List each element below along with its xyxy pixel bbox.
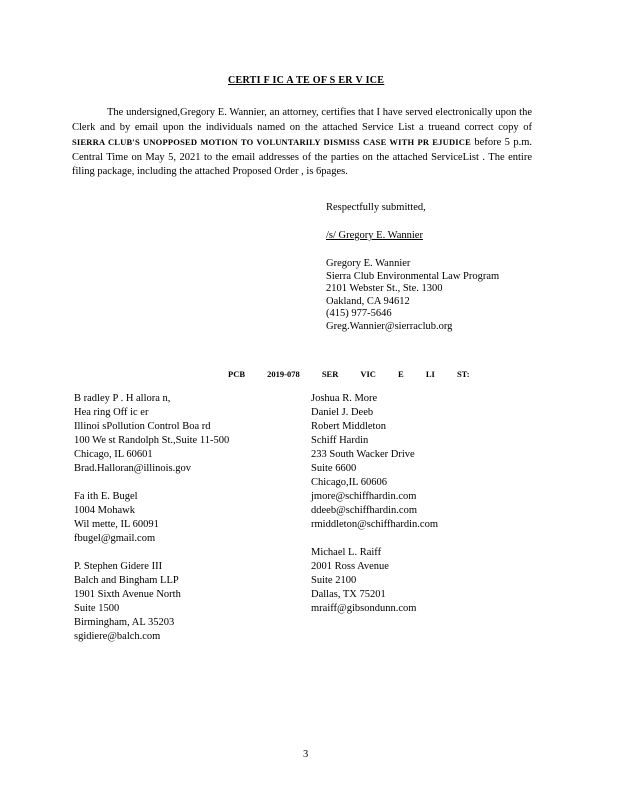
entry-line: Illinoi sPollution Control Boa rd — [74, 421, 211, 432]
service-entry — [74, 490, 229, 546]
service-list-title: PCB 2019-078 SER VIC E LI ST: — [228, 369, 470, 379]
signature: /s/ Gregory E. Wannier — [326, 230, 423, 241]
entry-line: Michael L. Raiff — [311, 547, 382, 558]
body-text-part2: before 5 p.m. Central Time on May 5, 2021 to the email addresses of the parties on the attached ServiceList . The entire filing package, including the attached Proposed Order , is 6pages. — [72, 137, 532, 177]
entry-line: 233 South Wacker Drive — [311, 449, 415, 460]
entry-line: Joshua R. More — [311, 393, 378, 404]
body-text-part1: The undersigned,Gregory E. Wannier, an attorney, certifies that I have served electronically upon the Clerk and by email upon the individuals named on the attached Service List a trueand correct copy of — [72, 107, 532, 133]
signer-name: Gregory E. Wannier — [326, 258, 411, 269]
entry-line: Balch and Bingham LLP — [74, 575, 179, 586]
signer-city: Oakland, CA 94612 — [326, 295, 410, 307]
service-entry — [311, 546, 438, 616]
entry-line: Hea ring Off ic er — [74, 407, 149, 418]
service-entry — [74, 392, 229, 476]
entry-line: Fa ith E. Bugel — [74, 491, 138, 502]
entry-line: P. Stephen Gidere III — [74, 561, 163, 572]
signer-address: 2101 Webster St., Ste. 1300 — [326, 283, 443, 294]
entry-line: Robert Middleton — [311, 421, 386, 432]
entry-email: mraiff@gibsondunn.com — [311, 603, 417, 614]
service-list-right — [311, 392, 438, 630]
entry-line: Schiff Hardin — [311, 435, 369, 446]
certificate-body — [72, 106, 532, 180]
entry-line: Birmingham, AL 35203 — [74, 617, 175, 628]
service-list-left — [74, 392, 229, 658]
signature-line — [326, 230, 474, 243]
page-number: 3 — [303, 749, 309, 760]
entry-line: Chicago,IL 60606 — [311, 477, 388, 488]
signer-email: Greg.Wannier@sierraclub.org — [326, 320, 453, 332]
entry-email: ddeeb@schiffhardin.com — [311, 505, 417, 516]
entry-line: 100 We st Randolph St.,Suite 11-500 — [74, 435, 230, 446]
entry-email: jmore@schiffhardin.com — [311, 491, 417, 502]
service-entry — [74, 560, 229, 644]
motion-title: SIERRA CLUB'S UNOPPOSED MOTION TO VOLUNTARILY DISMISS CASE WITH PR EJUDICE — [72, 137, 471, 147]
closing-text: Respectfully submitted, — [326, 202, 426, 213]
entry-line: 2001 Ross Avenue — [311, 561, 389, 572]
entry-email: sgidiere@balch.com — [74, 631, 161, 642]
entry-line: Suite 2100 — [311, 575, 357, 586]
service-entry — [311, 392, 438, 532]
signer-block — [326, 258, 499, 333]
signer-phone: (415) 977-5646 — [326, 308, 392, 319]
entry-line: Wil mette, IL 60091 — [74, 519, 159, 530]
entry-line: B radley P . H allora n, — [74, 393, 171, 404]
entry-email: Brad.Halloran@illinois.gov — [74, 463, 191, 474]
certificate-title: CERTI F IC A TE OF S ER V ICE — [228, 75, 385, 86]
entry-line: Daniel J. Deeb — [311, 407, 374, 418]
entry-line: 1004 Mohawk — [74, 505, 135, 516]
entry-line: Suite 1500 — [74, 603, 120, 614]
entry-email: rmiddleton@schiffhardin.com — [311, 519, 438, 530]
entry-email: fbugel@gmail.com — [74, 533, 156, 544]
signer-org: Sierra Club Environmental Law Program — [326, 270, 500, 282]
entry-line: 1901 Sixth Avenue North — [74, 589, 181, 600]
entry-line: Suite 6600 — [311, 463, 357, 474]
entry-line: Chicago, IL 60601 — [74, 449, 153, 460]
entry-line: Dallas, TX 75201 — [311, 589, 386, 600]
